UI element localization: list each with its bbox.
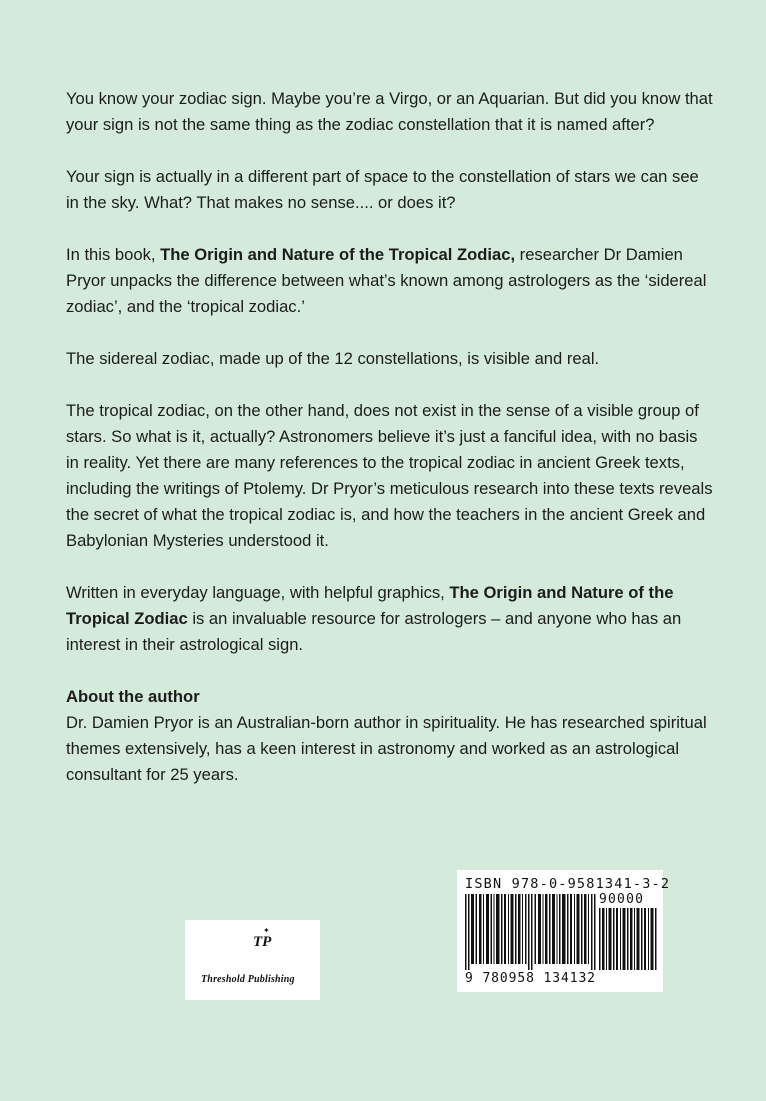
back-cover-text (66, 86, 714, 788)
about-author-heading: About the author (66, 687, 200, 706)
publisher-monogram: TP (253, 934, 272, 950)
barcode-bars (465, 894, 597, 970)
book-summary-lead: In this book, (66, 245, 161, 264)
book-title-inline: The Origin and Nature of the Tropical Zodiac, (160, 245, 516, 264)
resource-paragraph (66, 580, 714, 658)
tropical-paragraph: The tropical zodiac, on the other hand, does not exist in the sense of a visible group of stars. So what is it, actually? Astronomers believe it’s just a fanciful idea, with no basis in reality. Yet there are many references to the tropical zodiac in ancient Greek texts, including the writings of Ptolemy. Dr Pryor’s meticulous research into these texts reveals the secret of what the tropical zodiac is, and how the teachers in the ancient Greek and Babylonian Mysteries understood it. (66, 401, 713, 550)
book-summary-rest: researcher Dr Damien Pryor unpacks the difference between what’s known among astrologers as the ‘sidereal zodiac’, and the ‘tropical zodiac.’ (66, 245, 707, 316)
publisher-logo (185, 920, 320, 1000)
isbn-label: ISBN 978-0-9581341-3-2 (465, 876, 671, 892)
sidereal-paragraph: The sidereal zodiac, made up of the 12 constellations, is visible and real. (66, 349, 600, 368)
sign-vs-constellation-paragraph: Your sign is actually in a different part of space to the constellation of stars we can see in the sky. What? That makes no sense.... or does it? (66, 167, 699, 212)
intro-paragraph: You know your zodiac sign. Maybe you’re a Virgo, or an Aquarian. But did you know that your sign is not the same thing as the zodiac constellation that it is named after? (66, 89, 713, 134)
publisher-name: Threshold Publishing (201, 974, 295, 985)
star-icon: ✦ (263, 926, 270, 935)
addon-barcode-bars (599, 908, 657, 970)
isbn-barcode (457, 870, 671, 992)
book-title-inline-2: The Origin and Nature of the Tropical Zodiac (66, 583, 674, 628)
resource-lead: Written in everyday language, with helpful graphics, (66, 583, 450, 602)
resource-rest: is an invaluable resource for astrologers – and anyone who has an interest in their astrological sign. (66, 609, 682, 654)
author-bio: Dr. Damien Pryor is an Australian-born author in spirituality. He has researched spiritual themes extensively, has a keen interest in astronomy and worked as an astrological consultant for 25 years. (66, 713, 707, 784)
ean-digits: 9 780958 134132 (465, 971, 596, 986)
price-addon-digits: 90000 (599, 892, 645, 907)
book-summary-paragraph (66, 242, 714, 320)
